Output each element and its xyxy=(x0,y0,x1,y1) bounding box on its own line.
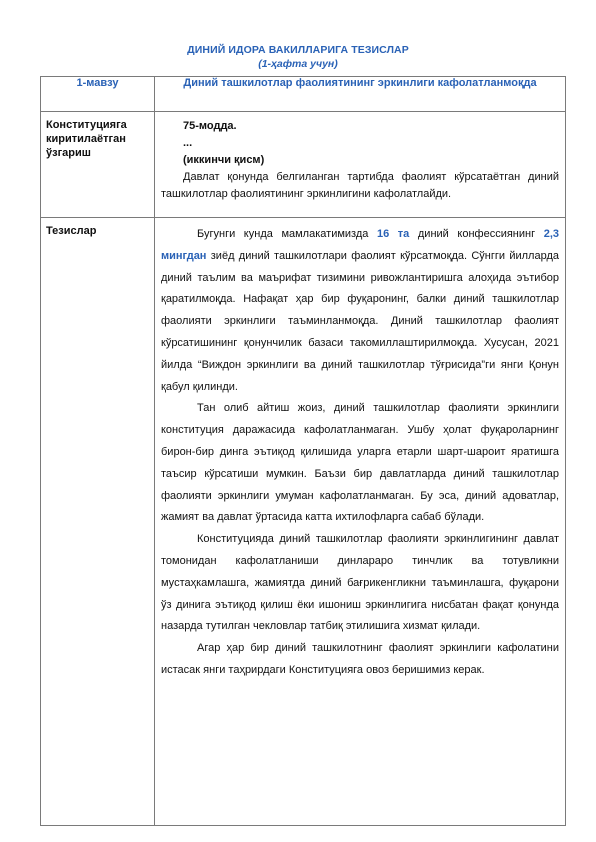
theses-content xyxy=(155,218,566,826)
topic-heading: Диний ташкилотлар фаолиятининг эркинлиги кафолатланмоқда xyxy=(155,77,566,112)
change-label: Конституцияга киритилаётган ўзгариш xyxy=(41,112,155,218)
article-part: (иккинчи қисм) xyxy=(183,154,265,166)
change-content xyxy=(155,112,566,218)
thesis-paragraph-4: Агар ҳар бир диний ташкилотнинг фаолият эркинлиги кафолатини истасак янги таҳрирдаги Конституцияга овоз беришимиз керак. xyxy=(161,642,559,676)
thesis-paragraph-1 xyxy=(161,224,559,398)
article-text: Давлат қонунда белгиланган тартибда фаолият кўрсатаётган диний ташкилотлар фаолиятининг эркинлигини кафолатлайди. xyxy=(161,171,559,200)
organizations-count: 2,3 мингдан xyxy=(161,228,559,262)
thesis-p1-text-a: Бугунги кунда мамлакатимизда xyxy=(197,228,377,240)
thesis-p1-text-b: диний конфессиянинг xyxy=(409,228,544,240)
topic-number: 1-мавзу xyxy=(41,77,155,112)
theses-label: Тезислар xyxy=(41,218,155,826)
article-number: 75-модда. xyxy=(183,120,237,132)
thesis-paragraph-3: Конституцияда диний ташкилотлар фаолияти эркинлигининг давлат томонидан кафолатланиши динлараро тинчлик ва тотувликни мустаҳкамлашга, жамиятда диний бағрикенгликни таъминлашга, фуқарони ўз динига эътиқод қилиш ёки ишониш эркинлигига нисбатан фақат қонунда назарда тутилган чекловлар татбиқ этилишига хизмат қилади. xyxy=(161,533,559,633)
constitution-change-row xyxy=(41,112,566,218)
document-title: ДИНИЙ ИДОРА ВАКИЛЛАРИГА ТЕЗИСЛАР xyxy=(187,44,409,56)
article-ellipsis: ... xyxy=(183,137,193,149)
document-subtitle: (1-ҳафта учун) xyxy=(258,58,338,70)
confessions-count: 16 та xyxy=(376,228,410,240)
thesis-p1-text-c: зиёд диний ташкилотлари фаолият кўрсатмоқда. Сўнгги йилларда диний таълим ва маърифат тизимини ривожлантиришга алоҳида эътибор қаратилмоқда. Нафақат ҳар бир фуқаронинг, балки диний ташкилотлар фаолияти эркинлиги таъминланмоқда. Диний ташкилотлар фаолият кўрсатишининг қонунчилик базаси такомиллаштирилмоқда. Хусусан, 2021 йилда “Виждон эркинлиги ва диний ташкилотлар тўғрисида”ги янги Қонун қабул қилинди. xyxy=(161,249,559,393)
thesis-table xyxy=(40,76,566,826)
theses-row xyxy=(41,218,566,826)
table-header-row xyxy=(41,77,566,112)
thesis-paragraph-2: Тан олиб айтиш жоиз, диний ташкилотлар фаолияти эркинлиги конституция даражасида кафолатланмаган. Ушбу ҳолат фуқароларнинг бирон-бир динга эътиқод қилишида уларга етарли шарт-шароит яратишга таъсир кўрсатиши мумкин. Баъзи бир давлатларда диний ташкилотлар фаолияти эркинлиги умуман кафолатланмаган. Бу эса, диний адоватлар, жамият ва давлат ўртасида катта ихтилофларга сабаб бўлади. xyxy=(161,402,559,524)
